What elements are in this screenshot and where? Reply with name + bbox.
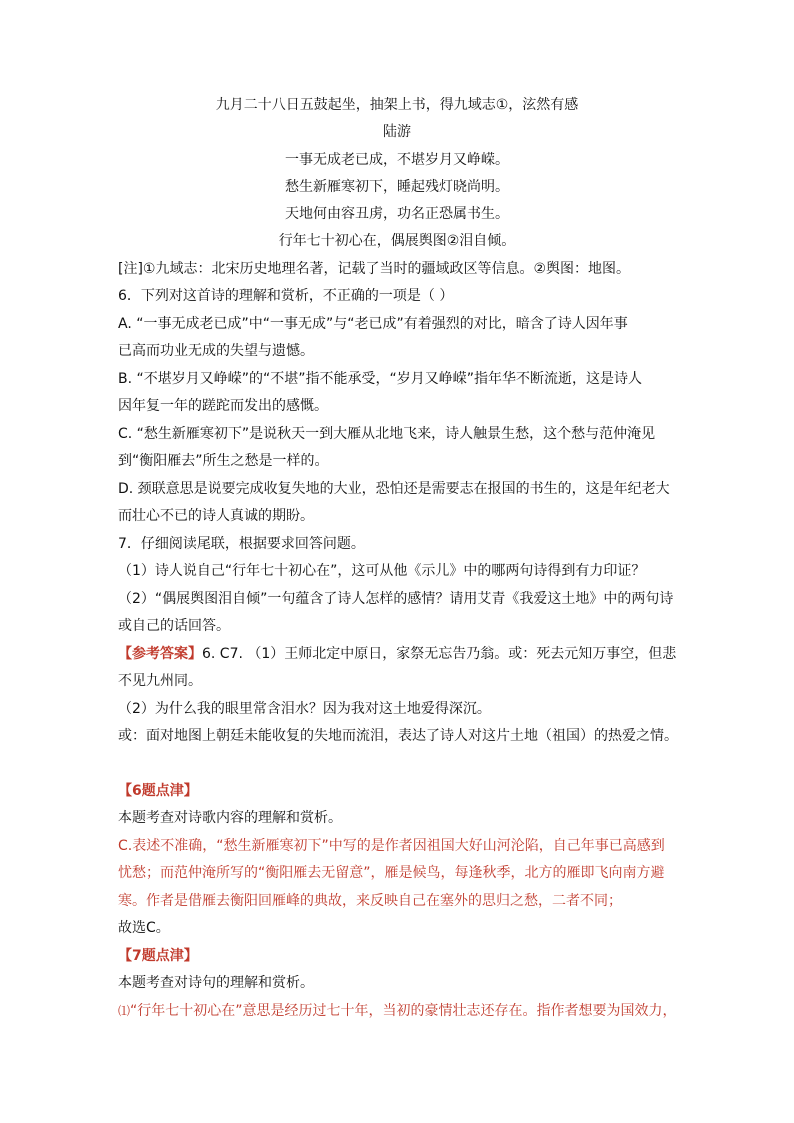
poem-line-2: 愁生新雁寒初下，睡起残灯晓尚明。 bbox=[285, 179, 509, 195]
tip-7-reason-number: ⑴ bbox=[118, 1004, 131, 1018]
answer-text-1: 6. C7. （1）王师北定中原日，家祭无忘告乃翁。或：死去元知万事空，但悲 bbox=[202, 646, 677, 662]
answer-line-3: （2）为什么我的眼里常含泪水？因为我对这土地爱得深沉。 bbox=[118, 701, 491, 717]
option-b-line-2: 因年复一年的蹉跎而发出的感慨。 bbox=[118, 398, 328, 414]
option-d-line-1: D. 颈联意思是说要完成收复失地的大业，恐怕还是需要志在报国的书生的，这是年纪老大 bbox=[118, 481, 670, 497]
question-7-stem: 7．仔细阅读尾联，根据要求回答问题。 bbox=[118, 536, 365, 552]
tip-6-tag: 【6题点津】 bbox=[118, 783, 198, 799]
question-6-stem: 6．下列对这首诗的理解和赏析，不正确的一项是（ ） bbox=[118, 288, 454, 304]
poem-line-4: 行年七十初心在，偶展舆图②泪自倾。 bbox=[278, 233, 516, 249]
poem-line-3: 天地何由容丑虏，功名正恐属书生。 bbox=[285, 206, 509, 222]
answer-line-1 bbox=[118, 644, 678, 664]
tip-6-reason-line-1: C.表述不准确，“愁生新雁寒初下”中写的是作者因祖国大好山河沦陷，自己年事已高感到 bbox=[118, 838, 665, 854]
option-c-line-1: C. “愁生新雁寒初下”是说秋天一到大雁从北地飞来，诗人触景生愁，这个愁与范仲淹见 bbox=[118, 426, 656, 442]
option-a-line-1: A. “一事无成老已成”中“一事无成”与“老已成”有着强烈的对比，暗含了诗人因年事 bbox=[118, 316, 628, 332]
answer-tag: 【参考答案】 bbox=[118, 646, 202, 662]
tip-6-reason-line-3: 寒。作者是借雁去衡阳回雁峰的典故，来反映自己在塞外的思归之愁，二者不同； bbox=[118, 893, 622, 909]
option-c-line-2: 到“衡阳雁去”所生之愁是一样的。 bbox=[118, 453, 329, 469]
option-b-line-1: B. “不堪岁月又峥嵘”的“不堪”指不能承受，“岁月又峥嵘”指年华不断流逝，这是诗人 bbox=[118, 371, 643, 387]
question-7-sub-1: （1）诗人说自己“行年七十初心在”，这可从他《示儿》中的哪两句诗得到有力印证？ bbox=[118, 563, 646, 579]
tip-6-reason-line-2: 忧愁；而范仲淹所写的“衡阳雁去无留意”，雁是候鸟，每逢秋季，北方的雁即飞向南方避 bbox=[118, 865, 665, 881]
poem-note: [注]①九域志：北宋历史地理名著，记载了当时的疆域政区等信息。②舆图：地图。 bbox=[118, 261, 631, 277]
answer-line-2: 不见九州同。 bbox=[118, 673, 202, 689]
tip-7-tag: 【7题点津】 bbox=[118, 948, 198, 964]
tip-7-intro: 本题考查对诗句的理解和赏析。 bbox=[118, 975, 314, 991]
tip-7-reason-text: “行年七十初心在”意思是经历过七十年，当初的豪情壮志还存在。指作者想要为国效力， bbox=[130, 1003, 677, 1019]
tip-6-intro: 本题考查对诗歌内容的理解和赏析。 bbox=[118, 810, 342, 826]
poem-line-1: 一事无成老已成，不堪岁月又峥嵘。 bbox=[285, 152, 509, 168]
poem-title: 九月二十八日五鼓起坐，抽架上书，得九域志①，泫然有感 bbox=[215, 97, 579, 113]
answer-line-4: 或：面对地图上朝廷未能收复的失地而流泪，表达了诗人对这片土地（祖国）的热爱之情。 bbox=[118, 728, 678, 744]
option-a-line-2: 已高而功业无成的失望与遗憾。 bbox=[118, 343, 314, 359]
option-d-line-2: 而壮心不已的诗人真诚的期盼。 bbox=[118, 508, 314, 524]
question-7-sub-2-line-2: 或自己的话回答。 bbox=[118, 618, 230, 634]
question-7-sub-2-line-1: （2）“偶展舆图泪自倾”一句蕴含了诗人怎样的感情？请用艾青《我爱这土地》中的两句诗 bbox=[118, 591, 674, 607]
tip-6-pick: 故选C。 bbox=[118, 920, 170, 936]
tip-7-reason-line-1 bbox=[118, 1001, 678, 1021]
poem-author: 陆游 bbox=[383, 124, 411, 140]
